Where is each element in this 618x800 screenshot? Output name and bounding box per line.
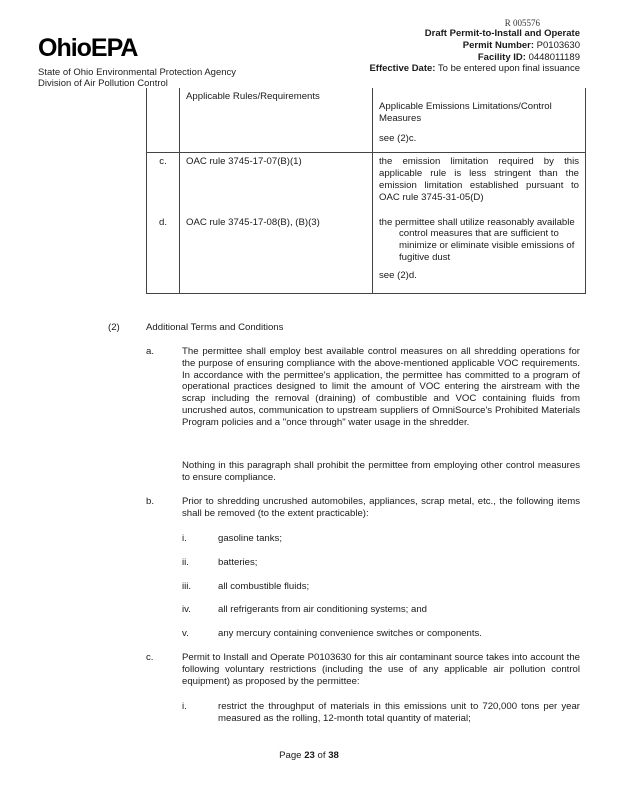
table-header-row (147, 88, 586, 153)
col-header-rules: Applicable Rules/Requirements (180, 88, 373, 153)
item-b-text: Prior to shredding uncrushed automobiles, appliances, scrap metal, etc., the following items shall be removed (to the extent practicable): (182, 496, 580, 519)
page-total: 38 (328, 750, 339, 761)
row-rule: OAC rule 3745-17-07(B)(1) (180, 153, 373, 214)
list-item-num: iii. (182, 581, 192, 592)
effective-date-label: Effective Date: (369, 63, 436, 75)
agency-block (38, 67, 236, 89)
doc-title: Draft Permit-to-Install and Operate (424, 28, 580, 39)
list-item: all combustible fluids; (218, 581, 310, 592)
row-rule: OAC rule 3745-17-08(B), (B)(3) (180, 214, 373, 293)
item-a-label: a. (146, 346, 155, 357)
list-item-num: v. (182, 628, 189, 639)
table-row (147, 214, 586, 293)
row-limit: the emission limitation required by this applicable rule is less stringent than the emission limitation established pursuant to OAC rule 3745-31-05(D) (373, 153, 586, 214)
of-word: of (317, 750, 326, 761)
list-item-num: i. (182, 533, 187, 544)
section-title: Additional Terms and Conditions (146, 322, 284, 333)
item-b-label: b. (146, 496, 155, 507)
permit-header (330, 28, 580, 75)
item-a-text: The permittee shall employ best available control measures on all shredding operations for the purpose of ensuring compliance with the above-mentioned applicable VOC requirements. In accordance with the permittee's application, the permittee has committed to a program of operational practices designed to limit the amount of VOC entering the airstream with the scrap including the removal (draining) of combustible and VOC containing fluids from uncrushed autos, communication to upstream suppliers of OmniSource's Prohibited Materials Program policies and a "once through" water usage in the shredder. (182, 346, 580, 428)
rules-table (146, 88, 586, 294)
effective-date: To be entered upon final issuance (437, 63, 580, 75)
list-item-num: iv. (182, 604, 191, 615)
ohio-epa-logo: OhioEPA (38, 34, 138, 62)
col-header-limits (373, 88, 586, 153)
item-a-text-2: Nothing in this paragraph shall prohibit the permittee from employing other control measures to ensure compliance. (182, 460, 580, 483)
item-c-i-text: restrict the throughput of materials in this emissions unit to 720,000 tons per year measured as the rolling, 12-month total quantity of material; (218, 701, 580, 724)
list-item: gasoline tanks; (218, 533, 282, 544)
row-limit-cell (373, 214, 586, 293)
bates-number: R 005576 (504, 18, 540, 28)
list-item: any mercury containing convenience switches or components. (218, 628, 482, 639)
permit-number: P0103630 (536, 39, 580, 51)
list-item-num: ii. (182, 557, 189, 568)
permit-number-label: Permit Number: (462, 39, 535, 51)
page-number: 23 (304, 750, 315, 761)
list-item: batteries; (218, 557, 258, 568)
section-number: (2) (108, 322, 120, 333)
see-2c: see (2)c. (379, 132, 417, 144)
agency-name: State of Ohio Environmental Protection Agency (38, 67, 237, 78)
row-label: c. (147, 153, 180, 214)
facility-id: 0448011189 (528, 51, 580, 63)
item-c-label: c. (146, 652, 154, 663)
table-row (147, 153, 586, 214)
list-item-num: i. (182, 701, 187, 712)
row-limit: the permittee shall utilize reasonably available control measures that are sufficient to minimize or eliminate visible emissions of fugitive dust (379, 216, 575, 263)
col-header-limits-text: Applicable Emissions Limitations/Control Measures (379, 101, 552, 124)
see-2d: see (2)d. (379, 269, 417, 281)
item-c-text: Permit to Install and Operate P0103630 for this air contaminant source takes into account the following voluntary restrictions (including the use of any applicable air pollution control equipment) as proposed by the permittee: (182, 652, 580, 687)
page-word: Page (279, 750, 302, 761)
list-item: all refrigerants from air conditioning systems; and (218, 604, 428, 615)
page-footer (0, 750, 618, 761)
division-name: Division of Air Pollution Control (38, 78, 168, 89)
row-label: d. (147, 214, 180, 293)
facility-id-label: Facility ID: (477, 51, 526, 63)
